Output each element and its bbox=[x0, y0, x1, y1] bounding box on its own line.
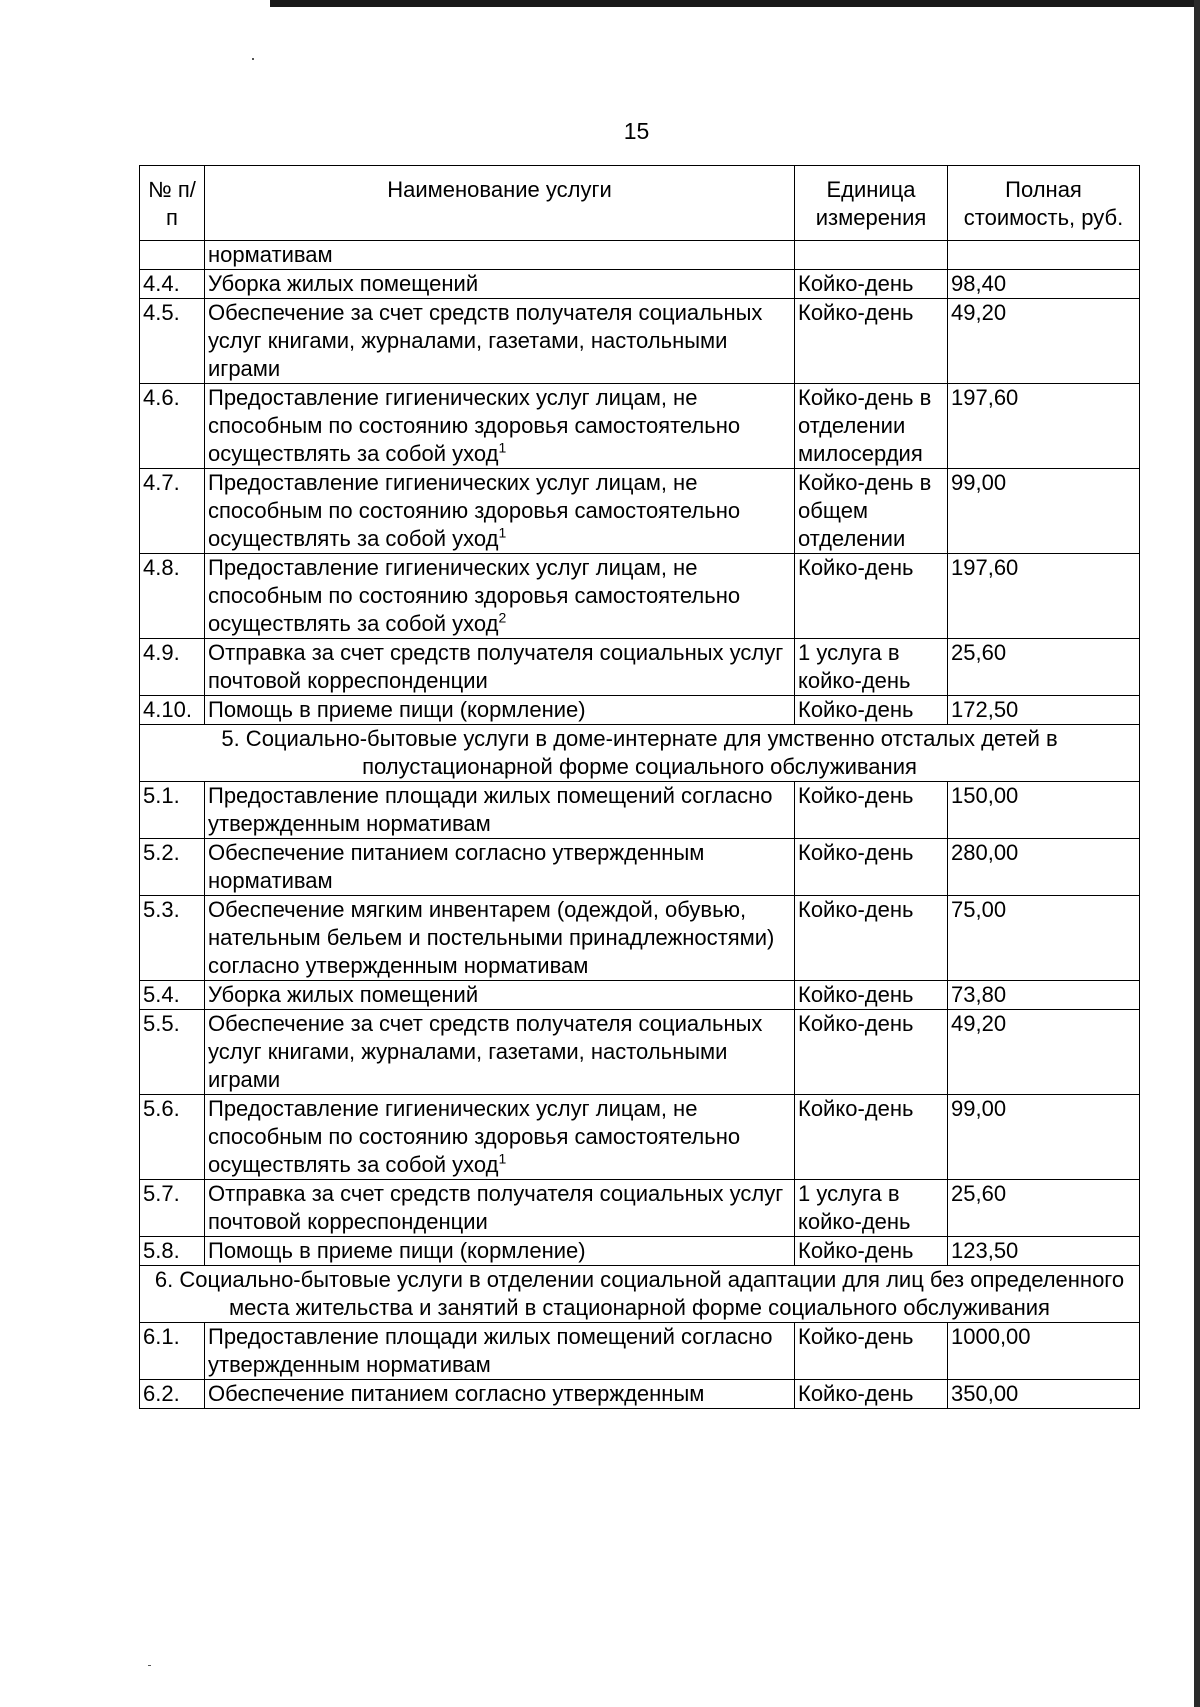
cell-number: 5.2. bbox=[140, 839, 205, 896]
table-row bbox=[140, 384, 1140, 469]
service-name-text: Предоставление гигиенических услуг лицам, не способным по состоянию здоровья самостоятельно осуществлять за собой уход bbox=[208, 470, 741, 551]
cell-number: 4.9. bbox=[140, 639, 205, 696]
cell-service-name bbox=[205, 696, 795, 725]
service-name-text: Обеспечение за счет средств получателя социальных услуг книгами, журналами, газетами, настольными играми bbox=[208, 1011, 763, 1092]
cell-service-name bbox=[205, 1095, 795, 1180]
footnote-marker: 1 bbox=[498, 439, 507, 456]
cell-service-name bbox=[205, 1323, 795, 1380]
cell-unit: Койко-день bbox=[795, 782, 948, 839]
cell-price: 49,20 bbox=[948, 299, 1140, 384]
table-row bbox=[140, 1380, 1140, 1409]
cell-number: 5.3. bbox=[140, 896, 205, 981]
service-name-text: Отправка за счет средств получателя социальных услуг почтовой корреспонденции bbox=[208, 640, 784, 693]
cell-service-name bbox=[205, 384, 795, 469]
cell-number: 5.5. bbox=[140, 1010, 205, 1095]
cell-unit: Койко-день bbox=[795, 1237, 948, 1266]
table-row bbox=[140, 1237, 1140, 1266]
table-row bbox=[140, 896, 1140, 981]
cell-unit: Койко-день bbox=[795, 1010, 948, 1095]
header-service-name: Наименование услуги bbox=[205, 166, 795, 241]
cell-price: 75,00 bbox=[948, 896, 1140, 981]
cell-price: 99,00 bbox=[948, 469, 1140, 554]
cell-price bbox=[948, 241, 1140, 270]
table-row bbox=[140, 696, 1140, 725]
table-row bbox=[140, 469, 1140, 554]
cell-number: 4.5. bbox=[140, 299, 205, 384]
cell-number: 5.4. bbox=[140, 981, 205, 1010]
table-row bbox=[140, 782, 1140, 839]
table-row bbox=[140, 270, 1140, 299]
services-price-table bbox=[139, 165, 1140, 1409]
section-title: 6. Социально-бытовые услуги в отделении социальной адаптации для лиц без определенного места жительства и занятий в стационарной форме социального обслуживания bbox=[140, 1266, 1140, 1323]
cell-service-name bbox=[205, 981, 795, 1010]
cell-price: 172,50 bbox=[948, 696, 1140, 725]
cell-unit: Койко-день bbox=[795, 981, 948, 1010]
cell-price: 73,80 bbox=[948, 981, 1140, 1010]
service-name-text: Предоставление площади жилых помещений согласно утвержденным нормативам bbox=[208, 1324, 773, 1377]
cell-number: 5.6. bbox=[140, 1095, 205, 1180]
scan-border-right bbox=[1194, 0, 1200, 1707]
header-price: Полная стоимость, руб. bbox=[948, 166, 1140, 241]
service-name-text: Обеспечение мягким инвентарем (одеждой, обувью, нательным бельем и постельными принадлежностями) согласно утвержденным нормативам bbox=[208, 897, 775, 978]
cell-unit: Койко-день bbox=[795, 896, 948, 981]
cell-price: 25,60 bbox=[948, 639, 1140, 696]
cell-unit: Койко-день bbox=[795, 1380, 948, 1409]
cell-unit: 1 услуга в койко-день bbox=[795, 1180, 948, 1237]
cell-price: 197,60 bbox=[948, 554, 1140, 639]
cell-service-name bbox=[205, 469, 795, 554]
table-row bbox=[140, 554, 1140, 639]
section-header-row bbox=[140, 725, 1140, 782]
cell-service-name: нормативам bbox=[205, 241, 795, 270]
cell-number: 5.8. bbox=[140, 1237, 205, 1266]
section-title: 5. Социально-бытовые услуги в доме-интернате для умственно отсталых детей в полустационарной форме социального обслуживания bbox=[140, 725, 1140, 782]
cell-unit: Койко-день bbox=[795, 839, 948, 896]
continuation-row bbox=[140, 241, 1140, 270]
cell-price: 49,20 bbox=[948, 1010, 1140, 1095]
cell-service-name bbox=[205, 839, 795, 896]
cell-unit: 1 услуга в койко-день bbox=[795, 639, 948, 696]
cell-service-name bbox=[205, 639, 795, 696]
scan-border-top bbox=[270, 0, 1200, 7]
cell-service-name bbox=[205, 299, 795, 384]
cell-service-name bbox=[205, 1010, 795, 1095]
cell-unit: Койко-день bbox=[795, 270, 948, 299]
cell-service-name bbox=[205, 1380, 795, 1409]
table-row bbox=[140, 639, 1140, 696]
table-row bbox=[140, 1180, 1140, 1237]
cell-number: 4.6. bbox=[140, 384, 205, 469]
cell-number: 5.7. bbox=[140, 1180, 205, 1237]
footnote-marker: 1 bbox=[498, 524, 507, 541]
cell-price: 150,00 bbox=[948, 782, 1140, 839]
cell-service-name bbox=[205, 554, 795, 639]
footnote-marker: 2 bbox=[498, 609, 507, 626]
cell-price: 280,00 bbox=[948, 839, 1140, 896]
page-number: 15 bbox=[623, 118, 650, 144]
service-name-text: Обеспечение питанием согласно утвержденным bbox=[208, 1381, 705, 1406]
service-name-text: Обеспечение за счет средств получателя социальных услуг книгами, журналами, газетами, настольными играми bbox=[208, 300, 763, 381]
service-name-text: Предоставление площади жилых помещений согласно утвержденным нормативам bbox=[208, 783, 773, 836]
service-name-text: Уборка жилых помещений bbox=[208, 982, 479, 1007]
service-name-text: Помощь в приеме пищи (кормление) bbox=[208, 697, 586, 722]
cell-number: 4.7. bbox=[140, 469, 205, 554]
cell-unit: Койко-день в общем отделении bbox=[795, 469, 948, 554]
cell-unit: Койко-день bbox=[795, 1095, 948, 1180]
table-header-row bbox=[140, 166, 1140, 241]
cell-price: 99,00 bbox=[948, 1095, 1140, 1180]
cell-unit: Койко-день bbox=[795, 696, 948, 725]
cell-service-name bbox=[205, 1180, 795, 1237]
cell-number: 4.10. bbox=[140, 696, 205, 725]
table-row bbox=[140, 839, 1140, 896]
service-name-text: Предоставление гигиенических услуг лицам, не способным по состоянию здоровья самостоятельно осуществлять за собой уход bbox=[208, 385, 741, 466]
cell-number: 4.4. bbox=[140, 270, 205, 299]
cell-price: 197,60 bbox=[948, 384, 1140, 469]
cell-number: 6.1. bbox=[140, 1323, 205, 1380]
cell-service-name bbox=[205, 1237, 795, 1266]
cell-number: 6.2. bbox=[140, 1380, 205, 1409]
cell-service-name bbox=[205, 896, 795, 981]
footnote-marker: 1 bbox=[498, 1150, 507, 1167]
cell-price: 98,40 bbox=[948, 270, 1140, 299]
cell-price: 123,50 bbox=[948, 1237, 1140, 1266]
cell-service-name bbox=[205, 270, 795, 299]
cell-price: 25,60 bbox=[948, 1180, 1140, 1237]
table-row bbox=[140, 981, 1140, 1010]
cell-unit: Койко-день bbox=[795, 299, 948, 384]
header-number: № п/п bbox=[140, 166, 205, 241]
cell-service-name bbox=[205, 782, 795, 839]
header-unit: Единица измерения bbox=[795, 166, 948, 241]
cell-unit bbox=[795, 241, 948, 270]
scan-speck bbox=[148, 1665, 151, 1666]
scan-speck bbox=[252, 58, 254, 60]
cell-number bbox=[140, 241, 205, 270]
cell-price: 1000,00 bbox=[948, 1323, 1140, 1380]
service-name-text: Обеспечение питанием согласно утвержденным нормативам bbox=[208, 840, 705, 893]
cell-price: 350,00 bbox=[948, 1380, 1140, 1409]
service-name-text: Помощь в приеме пищи (кормление) bbox=[208, 1238, 586, 1263]
cell-unit: Койко-день bbox=[795, 554, 948, 639]
section-header-row bbox=[140, 1266, 1140, 1323]
service-name-text: Уборка жилых помещений bbox=[208, 271, 479, 296]
cell-unit: Койко-день в отделении милосердия bbox=[795, 384, 948, 469]
service-name-text: Отправка за счет средств получателя социальных услуг почтовой корреспонденции bbox=[208, 1181, 784, 1234]
cell-number: 4.8. bbox=[140, 554, 205, 639]
service-name-text: Предоставление гигиенических услуг лицам, не способным по состоянию здоровья самостоятельно осуществлять за собой уход bbox=[208, 555, 741, 636]
table-row bbox=[140, 1095, 1140, 1180]
service-name-text: Предоставление гигиенических услуг лицам, не способным по состоянию здоровья самостоятельно осуществлять за собой уход bbox=[208, 1096, 741, 1177]
table-row bbox=[140, 299, 1140, 384]
table-row bbox=[140, 1010, 1140, 1095]
cell-number: 5.1. bbox=[140, 782, 205, 839]
table-row bbox=[140, 1323, 1140, 1380]
cell-unit: Койко-день bbox=[795, 1323, 948, 1380]
